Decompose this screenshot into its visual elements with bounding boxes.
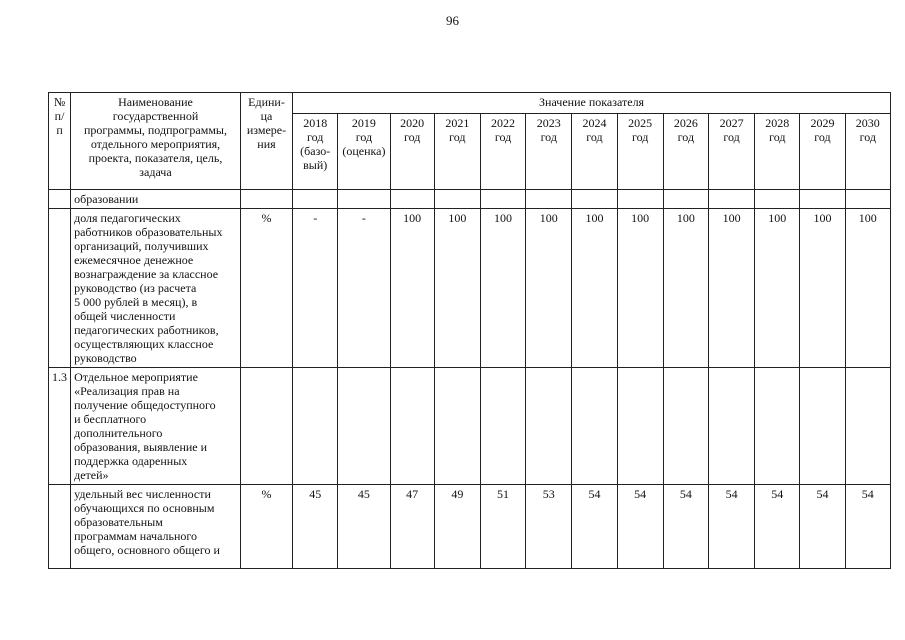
row-value: 53 <box>526 485 572 569</box>
row-value: 54 <box>800 485 845 569</box>
row-value: - <box>293 209 338 368</box>
header-value: Значение показателя <box>293 93 891 114</box>
row-name: Отдельное мероприятие «Реализация прав на получение общедоступного и бесплатного дополнительного образования, выявление и поддержка одаренных детей» <box>71 368 241 485</box>
row-unit: % <box>240 209 292 368</box>
header-year: 2028 год <box>755 114 800 190</box>
row-value <box>434 190 480 209</box>
row-value: 100 <box>663 209 708 368</box>
row-value <box>708 190 754 209</box>
page-number: 96 <box>446 13 459 28</box>
row-value <box>480 190 525 209</box>
header-year: 2030 год <box>845 114 890 190</box>
header-unit: Едини- ца измере- ния <box>240 93 292 190</box>
row-value: 54 <box>572 485 617 569</box>
row-value <box>663 368 708 485</box>
row-value: 54 <box>663 485 708 569</box>
table-row <box>49 485 891 569</box>
row-value: 54 <box>755 485 800 569</box>
row-unit <box>240 190 292 209</box>
row-value <box>293 190 338 209</box>
row-value: 100 <box>708 209 754 368</box>
row-num: 1.3 <box>49 368 71 485</box>
row-value: 100 <box>617 209 663 368</box>
row-value <box>845 368 890 485</box>
row-value: 100 <box>572 209 617 368</box>
indicator-table <box>48 92 891 569</box>
row-value <box>755 368 800 485</box>
row-value <box>338 368 390 485</box>
row-name: доля педагогических работников образовательных организаций, получивших ежемесячное денежное вознаграждение за классное руководство (из расчета 5 000 рублей в месяц), в общей численности педагогических работников, осуществляющих классное руководство <box>71 209 241 368</box>
row-value: 45 <box>338 485 390 569</box>
row-value: 47 <box>390 485 434 569</box>
row-unit <box>240 368 292 485</box>
header-name: Наименование государственной программы, подпрограммы, отдельного мероприятия, проекта, показателя, цель, задача <box>71 93 241 190</box>
row-num <box>49 209 71 368</box>
row-name: образовании <box>71 190 241 209</box>
row-value <box>526 190 572 209</box>
row-value: 49 <box>434 485 480 569</box>
row-value: 100 <box>390 209 434 368</box>
row-unit: % <box>240 485 292 569</box>
header-year: 2020 год <box>390 114 434 190</box>
row-name: удельный вес численности обучающихся по основным образовательным программам начального общего, основного общего и <box>71 485 241 569</box>
row-value <box>617 368 663 485</box>
header-year: 2021 год <box>434 114 480 190</box>
row-value: 100 <box>434 209 480 368</box>
row-num <box>49 485 71 569</box>
row-value <box>572 368 617 485</box>
row-value: - <box>338 209 390 368</box>
row-value <box>800 368 845 485</box>
row-value <box>526 368 572 485</box>
row-value <box>390 368 434 485</box>
row-value: 51 <box>480 485 525 569</box>
row-value <box>617 190 663 209</box>
table-row <box>49 209 891 368</box>
header-year: 2019 год (оценка) <box>338 114 390 190</box>
row-value <box>708 368 754 485</box>
row-value <box>434 368 480 485</box>
header-year: 2023 год <box>526 114 572 190</box>
header-num: № п/п <box>49 93 71 190</box>
header-year: 2024 год <box>572 114 617 190</box>
row-value <box>845 190 890 209</box>
row-value <box>755 190 800 209</box>
row-value <box>480 368 525 485</box>
row-value: 54 <box>845 485 890 569</box>
table-row <box>49 190 891 209</box>
row-value <box>390 190 434 209</box>
header-year: 2026 год <box>663 114 708 190</box>
row-value <box>663 190 708 209</box>
header-year: 2027 год <box>708 114 754 190</box>
row-value: 100 <box>845 209 890 368</box>
row-value: 100 <box>526 209 572 368</box>
row-value: 54 <box>708 485 754 569</box>
row-value: 54 <box>617 485 663 569</box>
row-value <box>293 368 338 485</box>
row-value <box>800 190 845 209</box>
header-year: 2029 год <box>800 114 845 190</box>
row-value: 100 <box>480 209 525 368</box>
row-num <box>49 190 71 209</box>
header-year: 2025 год <box>617 114 663 190</box>
row-value: 100 <box>755 209 800 368</box>
row-value: 45 <box>293 485 338 569</box>
table-row <box>49 368 891 485</box>
row-value: 100 <box>800 209 845 368</box>
header-year: 2022 год <box>480 114 525 190</box>
row-value <box>572 190 617 209</box>
header-year: 2018 год (базо- вый) <box>293 114 338 190</box>
row-value <box>338 190 390 209</box>
